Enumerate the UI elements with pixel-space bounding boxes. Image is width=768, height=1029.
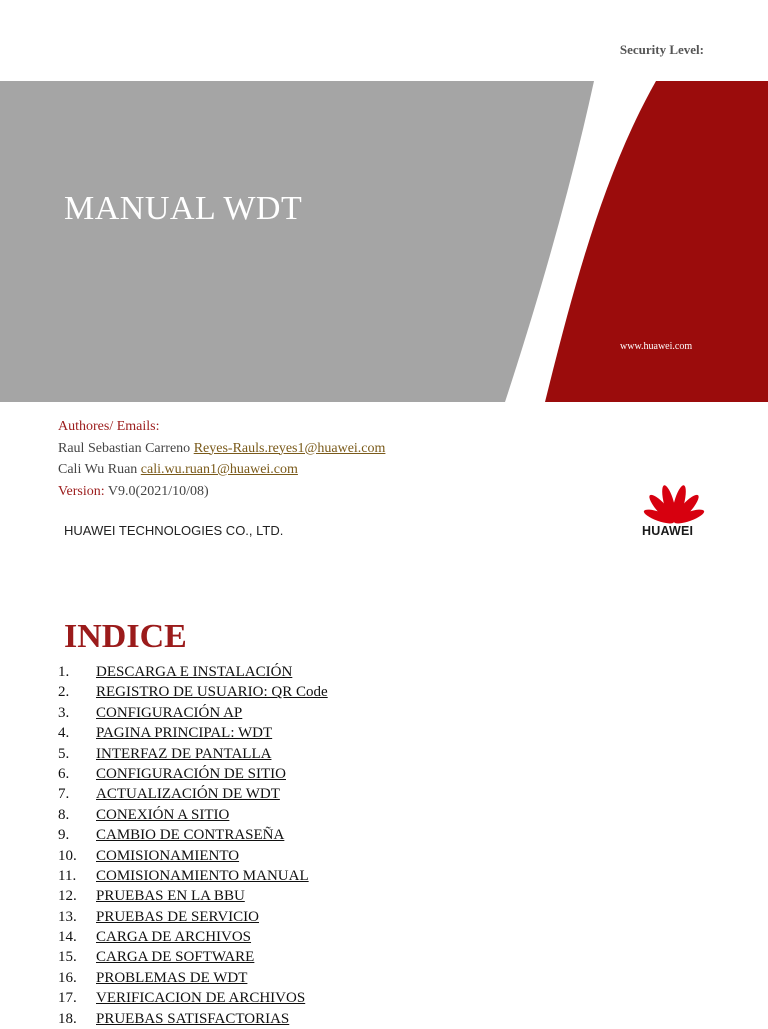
toc-item xyxy=(58,784,718,804)
toc-item-link[interactable]: CONFIGURACIÓN AP xyxy=(96,704,243,721)
toc-item xyxy=(58,907,718,927)
toc-item-link[interactable]: ACTUALIZACIÓN DE WDT xyxy=(96,786,280,803)
toc-item-link[interactable]: VERIFICACION DE ARCHIVOS xyxy=(96,990,306,1007)
cover-banner xyxy=(0,81,768,402)
version-row xyxy=(58,481,385,503)
toc-item-link[interactable]: REGISTRO DE USUARIO: QR Code xyxy=(96,684,328,701)
table-of-contents xyxy=(58,662,718,1029)
toc-item-number: 10. xyxy=(58,847,77,864)
toc-item xyxy=(58,927,718,947)
toc-item-number: 12. xyxy=(58,888,77,905)
toc-item-number: 11. xyxy=(58,867,77,884)
toc-item xyxy=(58,988,718,1008)
toc-item xyxy=(58,662,718,682)
toc-item xyxy=(58,825,718,845)
toc-item xyxy=(58,723,718,743)
toc-item-link[interactable]: DESCARGA E INSTALACIÓN xyxy=(96,664,293,680)
author-row-2 xyxy=(58,459,385,481)
huawei-logo-icon xyxy=(636,474,712,524)
toc-item-link[interactable]: CARGA DE ARCHIVOS xyxy=(96,929,252,946)
document-title: MANUAL WDT xyxy=(64,190,303,227)
toc-item-number: 9. xyxy=(58,827,70,844)
toc-item-number: 13. xyxy=(58,908,77,925)
toc-item-link[interactable]: CONEXIÓN A SITIO xyxy=(96,806,230,823)
toc-item-number: 15. xyxy=(58,949,77,966)
toc-item-number: 14. xyxy=(58,929,77,946)
website-url[interactable]: www.huawei.com xyxy=(620,341,693,352)
banner-gray-panel xyxy=(0,81,594,402)
toc-item-link[interactable]: PRUEBAS DE SERVICIO xyxy=(96,908,259,925)
document-meta xyxy=(58,416,385,502)
toc-item-number: 4. xyxy=(58,725,70,742)
toc-item-number: 8. xyxy=(58,806,70,823)
toc-item-link[interactable]: PROBLEMAS DE WDT xyxy=(96,969,248,986)
toc-item xyxy=(58,968,718,988)
toc-item-link[interactable]: PRUEBAS EN LA BBU xyxy=(96,888,245,905)
toc-item-number: 5. xyxy=(58,745,70,762)
author-row-1 xyxy=(58,438,385,460)
toc-item-link[interactable]: CARGA DE SOFTWARE xyxy=(96,949,255,966)
author-email-link[interactable]: Reyes-Rauls.reyes1@huawei.com xyxy=(193,440,386,456)
toc-item-number: 16. xyxy=(58,969,77,986)
toc-item xyxy=(58,866,718,886)
company-name: HUAWEI TECHNOLOGIES CO., LTD. xyxy=(64,523,284,538)
toc-item-link[interactable]: PAGINA PRINCIPAL: WDT xyxy=(96,725,273,742)
toc-item-link[interactable]: INTERFAZ DE PANTALLA xyxy=(96,745,272,762)
authors-label: Authores/ Emails: xyxy=(58,419,160,434)
author-email-link[interactable]: cali.wu.ruan1@huawei.com xyxy=(140,462,298,477)
author-name: Raul Sebastian Carreno xyxy=(58,440,191,456)
toc-item xyxy=(58,886,718,906)
version-label: Version: xyxy=(58,483,105,499)
toc-item xyxy=(58,682,718,702)
toc-item xyxy=(58,846,718,866)
toc-item-link[interactable]: COMISIONAMIENTO MANUAL xyxy=(96,867,309,884)
toc-item xyxy=(58,1009,718,1029)
cover-banner-graphic xyxy=(0,81,768,402)
version-value: V9.0(2021/10/08) xyxy=(107,483,209,499)
toc-item-number: 18. xyxy=(58,1010,77,1027)
index-title: INDICE xyxy=(64,618,187,655)
toc-item xyxy=(58,764,718,784)
toc-item-link[interactable]: CAMBIO DE CONTRASEÑA xyxy=(96,827,285,844)
toc-item-number: 17. xyxy=(58,990,77,1007)
huawei-logo-text: HUAWEI xyxy=(642,524,694,538)
toc-item xyxy=(58,947,718,967)
toc-item xyxy=(58,703,718,723)
toc-item-number: 2. xyxy=(58,684,70,701)
toc-item xyxy=(58,805,718,825)
toc-item-number: 3. xyxy=(58,704,70,721)
security-level-label: Security Level: xyxy=(619,42,704,57)
toc-item-link[interactable]: CONFIGURACIÓN DE SITIO xyxy=(96,765,286,782)
toc-item-number: 7. xyxy=(58,786,70,803)
toc-item-link[interactable]: PRUEBAS SATISFACTORIAS xyxy=(96,1010,290,1027)
toc-item-number: 6. xyxy=(58,765,70,782)
toc-item-link[interactable]: COMISIONAMIENTO xyxy=(96,847,240,864)
toc-item xyxy=(58,744,718,764)
toc-item-number: 1. xyxy=(58,664,70,680)
author-name: Cali Wu Ruan xyxy=(58,462,138,477)
